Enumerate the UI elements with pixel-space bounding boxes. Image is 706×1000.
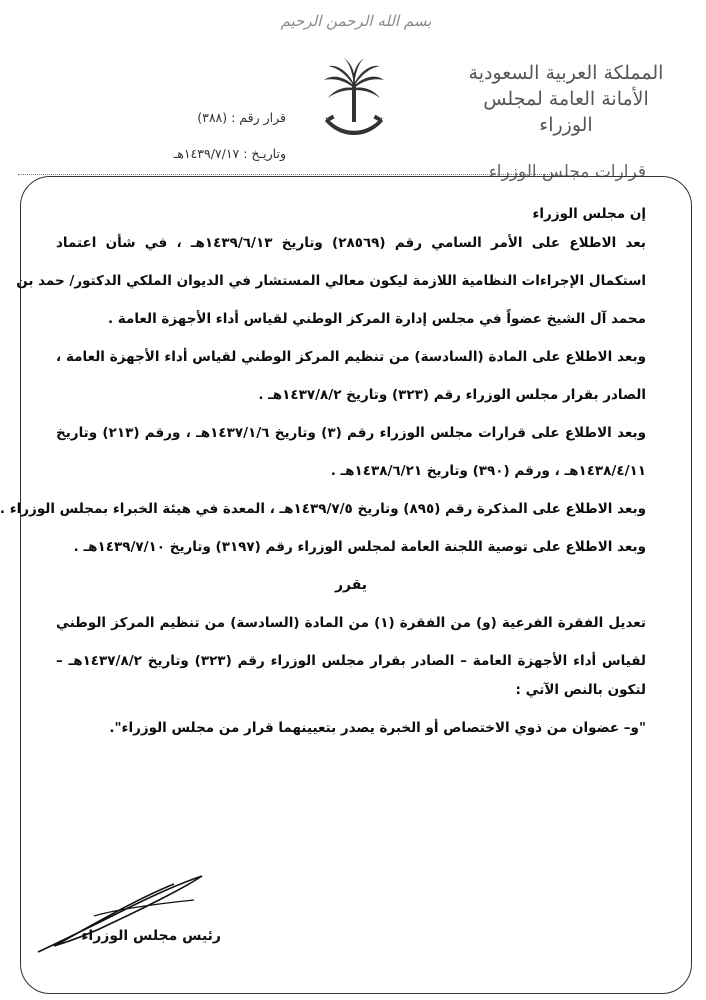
basmala: بسم الله الرحمن الرحيم: [280, 12, 432, 30]
org-name-kingdom: المملكة العربية السعودية: [468, 62, 664, 84]
body-line: وبعد الاطلاع على توصية اللجنة العامة لمجلس الوزراء رقم (٣١٩٧) وتاريخ ١٤٣٩/٧/١٠هـ .: [73, 539, 646, 555]
banner-divider: [18, 174, 558, 175]
body-line: وبعد الاطلاع على قرارات مجلس الوزراء رقم (٣) وتاريخ ١٤٣٧/١/٦هـ ، ورقم (٢١٣) وتاريخ: [56, 425, 646, 441]
decision-number: قرار رقم : (٣٨٨): [197, 110, 286, 125]
decision-line: لقياس أداء الأجهزة العامة – الصادر بقرار مجلس الوزراء رقم (٣٢٣) وتاريخ ١٤٣٧/٨/٢هـ –: [56, 653, 646, 669]
org-name-secretariat: الأمانة العامة لمجلس الوزراء: [483, 88, 649, 136]
decision-date: وتاريـخ : ١٤٣٩/٧/١٧هـ: [173, 146, 286, 161]
body-line: استكمال الإجراءات النظامية اللازمة ليكون معالي المستشار في الديوان الملكي الدكتور/ حمد بن: [16, 273, 646, 289]
body-line: ١٤٣٨/٤/١١هـ ، ورقم (٣٩٠) وتاريخ ١٤٣٨/٦/٢١هـ .: [330, 463, 646, 479]
handwritten-signature: [34, 870, 214, 960]
body-line: محمد آل الشيخ عضواً في مجلس إدارة المركز الوطني لقياس أداء الأجهزة العامة .: [107, 311, 646, 327]
decision-line: تعديل الفقرة الفرعية (و) من الفقرة (١) من المادة (السادسة) من تنظيم المركز الوطني: [56, 615, 646, 631]
saudi-emblem-icon: [322, 58, 386, 144]
resolves-heading: يقرر: [334, 577, 368, 593]
banner-label: قرارات مجلس الوزراء: [488, 162, 646, 182]
decision-line: "و– عضوان من ذوي الاختصاص أو الخبرة يصدر بتعيينهما قرار من مجلس الوزراء".: [109, 720, 646, 736]
opening-line: إن مجلس الوزراء: [532, 206, 646, 222]
decision-body: [0, 200, 646, 743]
organization-header: [456, 60, 676, 138]
body-line: وبعد الاطلاع على المذكرة رقم (٨٩٥) وتاريخ ١٤٣٩/٧/٥هـ ، المعدة في هيئة الخبراء بمجلس الوزراء .: [0, 501, 646, 517]
signatory-title: رئيس مجلس الوزراء: [81, 928, 221, 944]
decision-line: لتكون بالنص الآتي :: [515, 682, 646, 698]
body-line: الصادر بقرار مجلس الوزراء رقم (٣٢٣) وتاريخ ١٤٣٧/٨/٢هـ .: [258, 387, 646, 403]
body-line: بعد الاطلاع على الأمر السامي رقم (٢٨٥٦٩) وتاريخ ١٤٣٩/٦/١٣هـ ، في شأن اعتماد: [56, 235, 646, 251]
body-line: وبعد الاطلاع على المادة (السادسة) من تنظيم المركز الوطني لقياس أداء الأجهزة العامة ،: [56, 349, 646, 365]
